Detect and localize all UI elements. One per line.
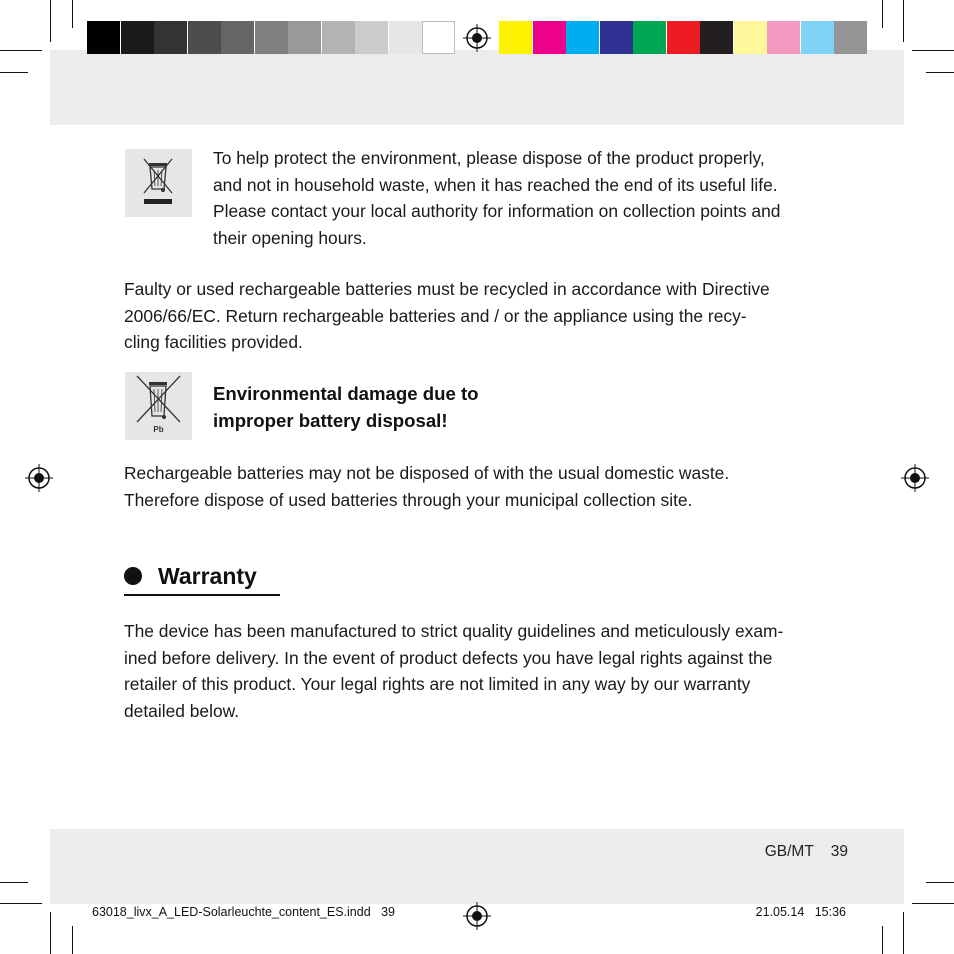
gray-swatch xyxy=(87,21,120,54)
text-line: cling facilities provided. xyxy=(124,332,303,352)
heading-underline xyxy=(124,594,280,596)
crop-mark xyxy=(0,882,28,883)
header-band xyxy=(50,50,904,125)
gray-swatch xyxy=(355,21,388,54)
crop-mark xyxy=(926,882,954,883)
text-line: retailer of this product. Your legal rights are not limited in any way by our warranty xyxy=(124,674,751,694)
slug-datetime: 21.05.14 15:36 xyxy=(755,905,846,919)
crop-mark xyxy=(50,912,51,954)
color-swatch xyxy=(801,21,834,54)
crop-mark xyxy=(0,72,28,73)
crop-mark xyxy=(903,0,904,42)
warning-line: Environmental damage due to xyxy=(213,383,479,404)
color-swatch xyxy=(566,21,599,54)
color-swatch xyxy=(600,21,633,54)
text-line: ined before delivery. In the event of product defects you have legal rights against the xyxy=(124,647,773,668)
gray-swatch xyxy=(154,21,187,54)
text-line: Therefore dispose of used batteries through your municipal collection site. xyxy=(124,489,693,510)
color-swatch xyxy=(499,21,532,54)
crop-mark xyxy=(0,50,42,51)
registration-mark-icon xyxy=(25,464,53,492)
color-swatch xyxy=(734,21,767,54)
crossed-out-wheelie-bin-icon xyxy=(125,149,192,217)
warranty-paragraph xyxy=(124,618,824,724)
gray-swatch xyxy=(221,21,254,54)
gray-swatch xyxy=(322,21,355,54)
warning-line: improper battery disposal! xyxy=(213,409,448,431)
color-swatch xyxy=(834,21,867,54)
warranty-heading-text: Warranty xyxy=(158,563,257,589)
text-line: 2006/66/EC. Return rechargeable batteries and / or the appliance using the recy- xyxy=(124,305,747,326)
gray-swatch xyxy=(188,21,221,54)
text-line: Rechargeable batteries may not be disposed of with the usual domestic waste. xyxy=(124,463,730,483)
crop-mark xyxy=(882,926,883,954)
page-number: GB/MT 39 xyxy=(764,843,848,860)
pb-label: Pb xyxy=(153,425,164,434)
crop-mark xyxy=(882,0,883,28)
color-swatch xyxy=(767,21,800,54)
bullet-dot-icon xyxy=(124,567,142,585)
registration-mark-icon xyxy=(463,24,491,52)
battery-warning-heading xyxy=(213,381,479,434)
crop-mark xyxy=(926,72,954,73)
color-swatch xyxy=(700,21,733,54)
registration-mark-icon xyxy=(463,902,491,930)
crop-mark xyxy=(72,0,73,28)
text-line: and not in household waste, when it has reached the end of its useful life. xyxy=(213,174,778,195)
registration-mark-icon xyxy=(901,464,929,492)
battery-bin-icon-box xyxy=(125,372,192,440)
text-line: their opening hours. xyxy=(213,227,367,248)
gray-swatch xyxy=(255,21,288,54)
gray-swatch xyxy=(389,21,422,54)
disposal-paragraph xyxy=(213,145,828,251)
crop-mark xyxy=(912,903,954,904)
text-line: Faulty or used rechargeable batteries must be recycled in accordance with Directive xyxy=(124,279,770,299)
crop-mark xyxy=(903,912,904,954)
text-line: To help protect the environment, please dispose of the product properly, xyxy=(213,148,765,168)
color-swatch xyxy=(633,21,666,54)
text-line: The device has been manufactured to strict quality guidelines and meticulously exam- xyxy=(124,621,784,641)
gray-swatch xyxy=(422,21,455,54)
crop-mark xyxy=(0,903,42,904)
battery-recycling-paragraph xyxy=(124,276,824,356)
wheelie-bin-icon-box xyxy=(125,149,192,217)
crop-mark xyxy=(912,50,954,51)
slug-filename: 63018_livx_A_LED-Solarleuchte_content_ES.indd 39 xyxy=(92,905,395,919)
text-line: detailed below. xyxy=(124,700,240,721)
gray-swatch xyxy=(288,21,321,54)
gray-swatch xyxy=(121,21,154,54)
battery-disposal-paragraph xyxy=(124,460,824,513)
color-swatch xyxy=(667,21,700,54)
crop-mark xyxy=(50,0,51,42)
color-swatch xyxy=(533,21,566,54)
footer-band xyxy=(50,829,904,904)
crop-mark xyxy=(72,926,73,954)
text-line: Please contact your local authority for information on collection points and xyxy=(213,201,781,221)
